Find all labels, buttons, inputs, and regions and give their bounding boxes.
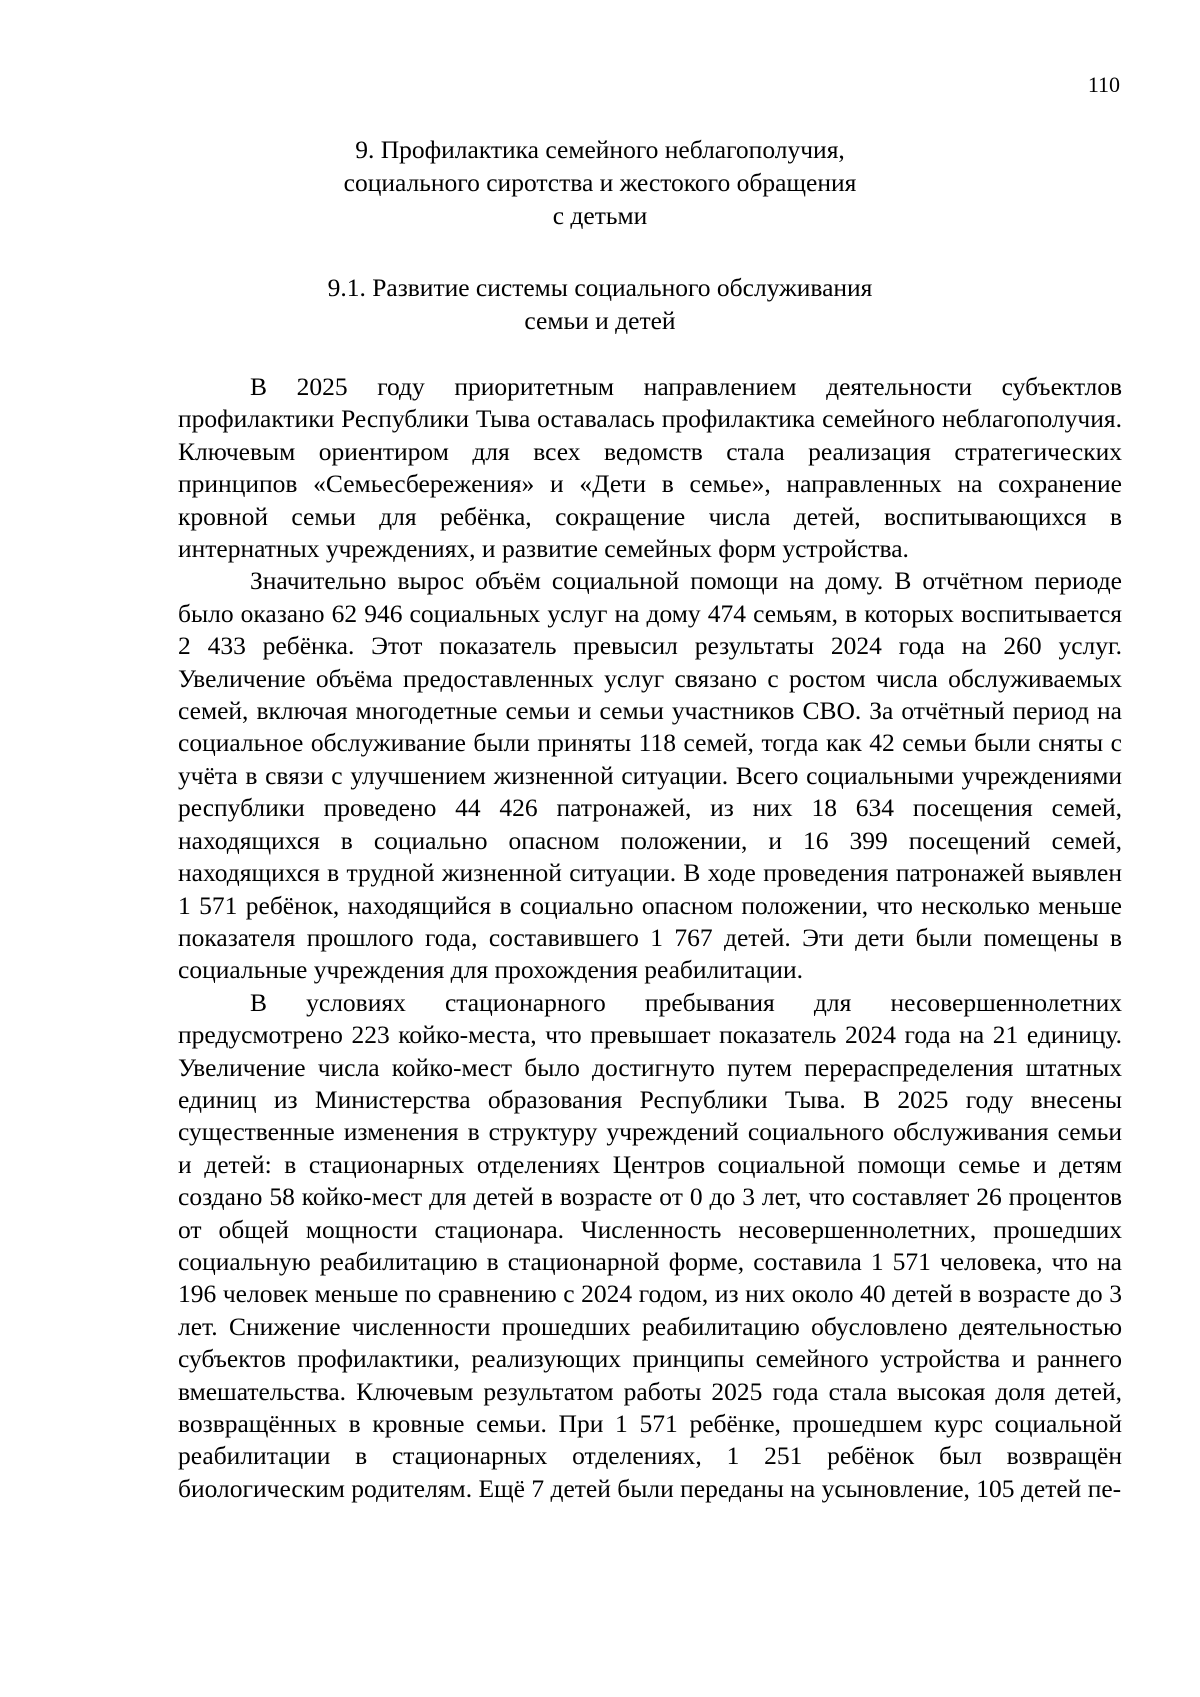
section-heading-line: с детьми [552,201,648,230]
section-heading-line: социального сиротства и жестокого обращения [343,168,857,197]
subsection-heading-line: 9.1. Развитие системы социального обслуживания [327,273,873,302]
paragraph: Значительно вырос объём социальной помощи на дому. В отчётном периоде было оказано 62 946 социальных услуг на дому 474 семьям, в которых воспитывается 2 433 ребёнка. Этот показатель превысил результаты 2024 года на 260 услуг. Увеличение объёма предоставленных услуг связано с ростом числа обслуживаемых семей, включая многодетные семьи и семьи участников СВО. За отчётный период на социальное обслуживание были приняты 118 семей, тогда как 42 семьи были сняты с учёта в связи с улучшением жизненной ситуации. Всего социальными учреждениями республики проведено 44 426 патронажей, из них 18 634 посещения семей, находящихся в социально опасном положении, и 16 399 посещений семей, находящихся в трудной жизненной ситуации. В ходе проведения патронажей выявлен 1 571 ребёнок, находящийся в социально опасном положении, что несколько меньше показателя прошлого года, составившего 1 767 детей. Эти дети были помещены в социальные учреждения для прохождения реабилитации. [178,566,1122,985]
page-number: 110 [1087,72,1120,97]
section-heading [170,133,1030,232]
paragraph: В 2025 году приоритетным направлением деятельности субъектлов профилактики Республики Тыва оставалась профилактика семейного неблагополучия. Ключевым ориентиром для всех ведомств стала реализация стратегических принципов «Семьесбережения» и «Дети в семье», направленных на сохранение кровной семьи для ребёнка, сокращение числа детей, воспитывающихся в интернатных учреждениях, и развитие семейных форм устройства. [178,372,1122,564]
subsection-heading [170,271,1030,337]
paragraph: В условиях стационарного пребывания для несовершеннолетних предусмотрено 223 койко-места, что превышает показатель 2024 года на 21 единицу. Увеличение числа койко-мест было достигнуто путем перераспределения штатных единиц из Министерства образования Республики Тыва. В 2025 году внесены существенные изменения в структуру учреждений социального обслуживания семьи и детей: в стационарных отделениях Центров социальной помощи семье и детям создано 58 койко-мест для детей в возрасте от 0 до 3 лет, что составляет 26 процентов от общей мощности стационара. Численность несовершеннолетних, прошедших социальную реабилитацию в стационарной форме, составила 1 571 человека, что на 196 человек меньше по сравнению с 2024 годом, из них около 40 детей в возрасте до 3 лет. Снижение численности прошедших реабилитацию обусловлено деятельностью субъектов профилактики, реализующих принципы семейного устройства и раннего вмешательства. Ключевым результатом работы 2025 года стала высокая доля детей, возвращённых в кровные семьи. При 1 571 ребёнке, прошедшем курс социальной реабилитации в стационарных отделениях, 1 251 ребёнок был возвращён биологическим родителям. Ещё 7 детей были переданы на усыновление, 105 детей пе- [178,987,1122,1503]
section-heading-line: 9. Профилактика семейного неблагополучия, [355,135,845,164]
body-text [178,371,1122,1505]
subsection-heading-line: семьи и детей [524,306,676,335]
